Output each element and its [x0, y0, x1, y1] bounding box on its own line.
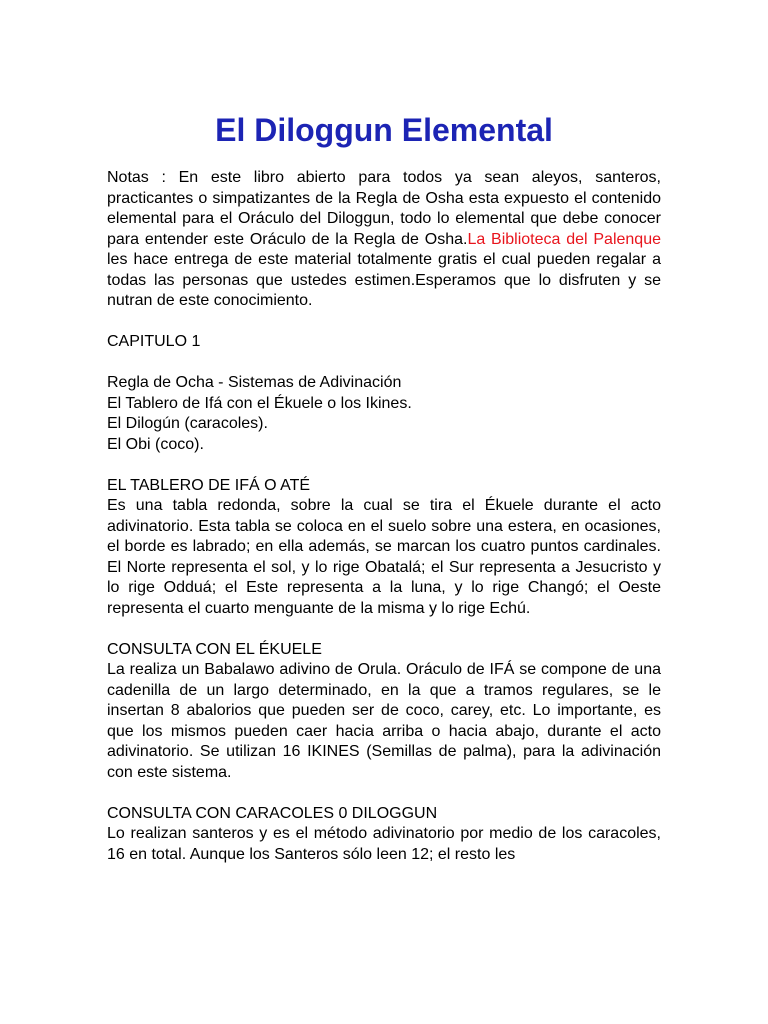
document-title: El Diloggun Elemental: [215, 112, 553, 148]
chapter-heading: CAPITULO 1: [107, 333, 201, 350]
notes-text-end: les hace entrega de este material totalmente gratis el cual pueden regalar a todas las personas que ustedes estimen.Esperamos que lo disfruten y se nutran de este conocimiento.: [107, 251, 661, 309]
section-text-tablero: Es una tabla redonda, sobre la cual se tira el Ékuele durante el acto adivinatorio. Esta tabla se coloca en el suelo sobre una estera, en ocasiones, el borde es labrado; en ella además, se marcan los cuatro puntos cardinales. El Norte representa el sol, y lo rige Obatalá; el Sur representa a Jesucristo y lo rige Odduá; el Este representa a la luna, y lo rige Changó; el Oeste representa el cuarto menguante de la misma y lo rige Echú.: [107, 497, 661, 617]
biblioteca-link[interactable]: La Biblioteca del Palenque: [467, 230, 661, 248]
section-text-ekuele: La realiza un Babalawo adivino de Orula. Oráculo de IFÁ se compone de una cadenilla de un largo determinado, en la que a tramos regulares, se le insertan 8 abalorios que pueden ser de coco, carey, etc. Lo importante, es que los mismos pueden caer hacia arriba o hacia abajo, durante el acto adivinatorio. Se utilizan 16 IKINES (Semillas de palma), para la adivinación con este sistema.: [107, 661, 661, 781]
section-heading-caracoles: CONSULTA CON CARACOLES 0 DILOGGUN: [107, 804, 438, 822]
document-body: [107, 168, 661, 865]
section-heading-tablero: EL TABLERO DE IFÁ O ATÉ: [107, 476, 311, 494]
systems-list-item: El Obi (coco).: [107, 435, 204, 453]
systems-list-item: El Dilogún (caracoles).: [107, 415, 268, 432]
systems-list-item: Regla de Ocha - Sistemas de Adivinación: [107, 374, 402, 391]
section-text-caracoles: Lo realizan santeros y es el método adivinatorio por medio de los caracoles, 16 en total. Aunque los Santeros sólo leen 12; el resto les: [107, 825, 661, 863]
section-heading-ekuele: CONSULTA CON EL ÉKUELE: [107, 640, 322, 658]
notes-text-start: Notas : En este libro abierto para todos ya sean aleyos, santeros, practicantes o simpatizantes de la Regla de Osha esta expuesto el contenido elemental para el Oráculo del Diloggun, todo lo elemental que debe conocer para entender este Oráculo de la Regla de Osha.: [107, 169, 661, 248]
systems-list-item: El Tablero de Ifá con el Ékuele o los Ikines.: [107, 394, 412, 412]
notes-paragraph: [107, 168, 661, 312]
